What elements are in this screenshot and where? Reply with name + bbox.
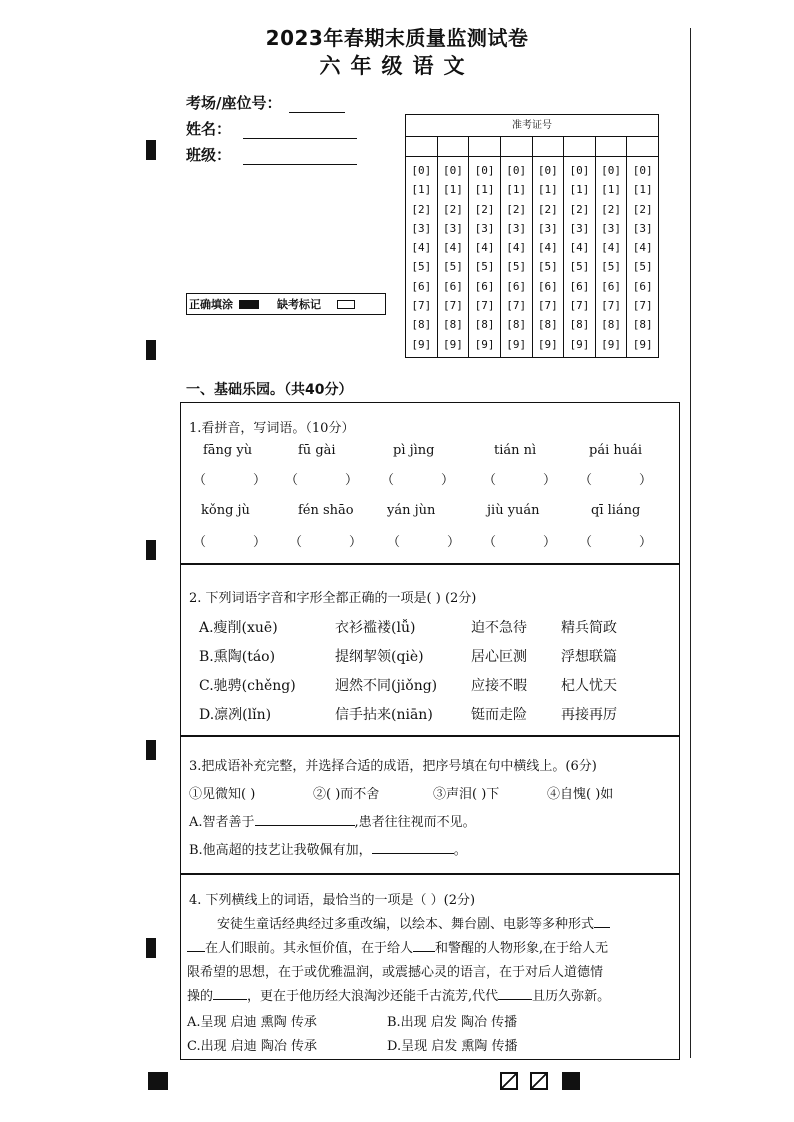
admission-digit-column (501, 157, 533, 357)
option-word: 衣衫褴褛(lǚ) (335, 620, 416, 636)
exam-subtitle: 六年级语文 (319, 54, 475, 78)
room-seat-field[interactable] (289, 97, 345, 113)
answer-blank[interactable] (213, 986, 247, 1000)
sentence-b-post: 。 (453, 843, 467, 858)
digit-bubble[interactable]: [2] (632, 202, 653, 216)
digit-bubble[interactable]: [3] (474, 221, 495, 235)
idiom-1: ①见微知( ) (189, 787, 256, 802)
digit-bubble[interactable]: [8] (537, 318, 558, 332)
write-cell[interactable] (406, 137, 438, 156)
name-row (186, 118, 357, 139)
write-cell[interactable] (564, 137, 596, 156)
digit-bubble[interactable]: [0] (443, 164, 463, 177)
question-3-box (180, 736, 680, 874)
option-word: 杞人忧天 (561, 678, 617, 694)
digit-bubble[interactable]: [0] (506, 164, 527, 177)
digit-bubble[interactable]: [5] (569, 260, 590, 274)
paren-open: （ (193, 535, 207, 550)
binding-line (690, 28, 691, 1058)
paren-open: （ (483, 535, 497, 550)
digit-bubble[interactable]: [6] (632, 279, 653, 293)
digit-bubble[interactable]: [7] (506, 299, 527, 313)
digit-bubble[interactable]: [5] (443, 260, 463, 274)
option-word: 提纲挈领(qiè) (335, 649, 424, 665)
digit-bubble[interactable]: [2] (411, 202, 432, 216)
passage-text: 且历久弥新。 (532, 989, 611, 1004)
admission-digit-column (627, 157, 658, 357)
passage-line-3: 限希望的思想，在于或优雅温润，或震撼心灵的语言，在于对后人道德情 (187, 965, 604, 980)
digit-bubble[interactable]: [1] (632, 183, 653, 197)
digit-bubble[interactable]: [6] (411, 279, 432, 293)
digit-bubble[interactable]: [9] (443, 337, 463, 351)
class-row (186, 144, 357, 165)
digit-bubble[interactable]: [7] (632, 299, 653, 313)
digit-bubble[interactable]: [0] (537, 164, 558, 177)
passage-text: 安徒生童话经典经过多重改编，以绘本、舞台剧、电影等多种形式 (217, 917, 595, 932)
absent-checkbox[interactable] (337, 300, 355, 309)
digit-bubble[interactable]: [3] (411, 221, 432, 235)
passage-line-2 (187, 937, 608, 956)
answer-blank[interactable] (255, 812, 355, 826)
passage-text: ，更在于他历经大浪淘沙还能千古流芳,代代 (247, 989, 499, 1004)
idiom-4: ④自愧( )如 (547, 787, 614, 802)
class-label: 班级： (186, 146, 232, 164)
digit-bubble[interactable]: [3] (601, 221, 621, 235)
slashed-box-icon (530, 1072, 548, 1090)
admission-digit-column (533, 157, 565, 357)
answer-blank[interactable] (372, 840, 454, 854)
option-word: 浮想联篇 (561, 649, 617, 665)
digit-bubble[interactable]: [1] (506, 183, 527, 197)
timing-mark (146, 140, 156, 160)
paren-open: （ (483, 473, 497, 488)
write-cell[interactable] (596, 137, 628, 156)
paren-close: ） (543, 535, 557, 550)
digit-bubble[interactable]: [7] (537, 299, 558, 313)
name-label: 姓名： (186, 120, 232, 138)
absent-mark-label: 缺考标记 (277, 298, 321, 311)
admission-digit-column (406, 157, 438, 357)
paren-open: （ (579, 535, 593, 550)
digit-bubble[interactable]: [4] (443, 241, 463, 255)
digit-bubble[interactable]: [6] (506, 279, 527, 293)
digit-bubble[interactable]: [8] (632, 318, 653, 332)
paren-open: （ (381, 473, 395, 488)
digit-bubble[interactable]: [0] (411, 164, 432, 177)
pinyin: fén shāo (298, 503, 354, 518)
name-field[interactable] (243, 123, 357, 139)
paren-close: ） (639, 535, 653, 550)
digit-bubble[interactable]: [9] (569, 337, 590, 351)
digit-bubble[interactable]: [4] (632, 241, 653, 255)
section-title: 一、基础乐园。（共40分） (186, 382, 353, 398)
answer-blank[interactable] (413, 938, 435, 952)
pinyin: kǒng jù (201, 503, 250, 518)
digit-bubble[interactable]: [1] (569, 183, 590, 197)
digit-bubble[interactable]: [3] (443, 221, 463, 235)
digit-bubble[interactable]: [1] (474, 183, 495, 197)
question-2-title: 2. 下列词语字音和字形全都正确的一项是( ) (2分) (189, 591, 477, 606)
paren-close: ） (447, 535, 461, 550)
sentence-b (189, 839, 467, 858)
passage-text: 操的 (187, 989, 214, 1004)
digit-bubble[interactable]: [9] (474, 337, 495, 351)
passage-text: 和警醒的人物形象,在于给人无 (435, 941, 609, 956)
exam-title: 2023年春期末质量监测试卷 (265, 26, 529, 50)
paren-close: ） (441, 473, 455, 488)
admission-number-grid (405, 114, 659, 358)
sentence-a (189, 811, 476, 830)
admission-digit-column (564, 157, 596, 357)
digit-bubble[interactable]: [1] (443, 183, 463, 197)
digit-bubble[interactable]: [9] (632, 337, 653, 351)
passage-text: 在人们眼前。其永恒价值，在于给人 (205, 941, 414, 956)
digit-bubble[interactable]: [1] (601, 183, 621, 197)
option-c[interactable]: C.出现 启迪 陶冶 传承 (187, 1039, 318, 1054)
pinyin: fū gài (298, 443, 336, 458)
paren-close: ） (639, 473, 653, 488)
digit-bubble[interactable]: [1] (537, 183, 558, 197)
digit-bubble[interactable]: [9] (411, 337, 432, 351)
digit-bubble[interactable]: [3] (632, 221, 653, 235)
timing-mark (146, 340, 156, 360)
digit-bubble[interactable]: [2] (601, 202, 621, 216)
sentence-b-pre: B.他高超的技艺让我敬佩有加， (189, 843, 372, 858)
paren-close: ） (345, 473, 359, 488)
question-2-box (180, 564, 680, 736)
digit-bubble[interactable]: [3] (506, 221, 527, 235)
digit-bubble[interactable]: [6] (569, 279, 590, 293)
passage-line-4 (187, 985, 610, 1004)
digit-bubble[interactable]: [0] (601, 164, 621, 177)
digit-bubble[interactable]: [7] (411, 299, 432, 313)
digit-bubble[interactable]: [5] (601, 260, 621, 274)
digit-bubble[interactable]: [7] (474, 299, 495, 313)
option-word: 迫不急待 (471, 620, 527, 636)
admission-digit-columns (406, 157, 658, 357)
digit-bubble[interactable]: [8] (474, 318, 495, 332)
digit-bubble[interactable]: [5] (411, 260, 432, 274)
option-label[interactable]: C.驰骋(chěng) (199, 678, 296, 694)
sentence-a-post: ,患者往往视而不见。 (354, 815, 476, 830)
option-word: 应接不暇 (471, 678, 527, 694)
admission-digit-column (469, 157, 501, 357)
digit-bubble[interactable]: [4] (411, 241, 432, 255)
paren-open: （ (193, 473, 207, 488)
write-cell[interactable] (469, 137, 501, 156)
option-word: 迥然不同(jiǒng) (335, 678, 438, 694)
option-d[interactable]: D.呈现 启发 熏陶 传播 (387, 1039, 518, 1054)
digit-bubble[interactable]: [6] (601, 279, 621, 293)
answer-blank[interactable] (498, 986, 532, 1000)
digit-bubble[interactable]: [9] (601, 337, 621, 351)
option-label[interactable]: D.凛冽(lǐn) (199, 707, 272, 723)
digit-bubble[interactable]: [4] (537, 241, 558, 255)
correct-fill-label: 正确填涂 (189, 298, 233, 311)
idiom-2: ②( )而不舍 (313, 787, 380, 802)
option-word: 信手拈来(niān) (335, 707, 433, 723)
option-b[interactable]: B.出现 启发 陶冶 传播 (387, 1015, 518, 1030)
digit-bubble[interactable]: [3] (569, 221, 590, 235)
admission-digit-column (596, 157, 628, 357)
option-word: 居心叵测 (471, 649, 527, 665)
digit-bubble[interactable]: [8] (506, 318, 527, 332)
admission-write-row (406, 137, 658, 157)
digit-bubble[interactable]: [2] (443, 202, 463, 216)
write-cell[interactable] (501, 137, 533, 156)
digit-bubble[interactable]: [9] (506, 337, 527, 351)
fill-legend (186, 293, 386, 315)
digit-bubble[interactable]: [2] (474, 202, 495, 216)
room-seat-label: 考场/座位号： (186, 94, 282, 112)
digit-bubble[interactable]: [0] (569, 164, 590, 177)
digit-bubble[interactable]: [8] (569, 318, 590, 332)
digit-bubble[interactable]: [6] (443, 279, 463, 293)
question-1-title: 1.看拼音，写词语。（10分） (189, 421, 355, 436)
question-3-title: 3.把成语补充完整，并选择合适的成语，把序号填在句中横线上。(6分) (189, 759, 597, 774)
question-1-box (180, 402, 680, 564)
timing-mark (148, 1072, 168, 1090)
digit-bubble[interactable]: [8] (443, 318, 463, 332)
digit-bubble[interactable]: [7] (569, 299, 590, 313)
pinyin: tián nì (494, 443, 537, 458)
digit-bubble[interactable]: [7] (601, 299, 621, 313)
admission-title: 准考证号 (406, 115, 658, 137)
option-word: 铤而走险 (471, 707, 527, 723)
paren-close: ） (253, 535, 267, 550)
option-word: 精兵简政 (561, 620, 617, 636)
digit-bubble[interactable]: [5] (474, 260, 495, 274)
digit-bubble[interactable]: [6] (474, 279, 495, 293)
question-4-title: 4. 下列横线上的词语，最恰当的一项是（ ）(2分) (189, 893, 476, 908)
write-cell[interactable] (438, 137, 470, 156)
digit-bubble[interactable]: [4] (474, 241, 495, 255)
digit-bubble[interactable]: [2] (569, 202, 590, 216)
pinyin: fāng yù (203, 443, 253, 458)
option-word: 再接再厉 (561, 707, 617, 723)
timing-mark (146, 740, 156, 760)
digit-bubble[interactable]: [9] (537, 337, 558, 351)
digit-bubble[interactable]: [1] (411, 183, 432, 197)
digit-bubble[interactable]: [8] (411, 318, 432, 332)
digit-bubble[interactable]: [7] (443, 299, 463, 313)
paren-open: （ (285, 473, 299, 488)
option-label[interactable]: A.瘦削(xuē) (199, 620, 278, 636)
digit-bubble[interactable]: [5] (632, 260, 653, 274)
digit-bubble[interactable]: [5] (506, 260, 527, 274)
answer-blank[interactable] (594, 914, 610, 928)
write-cell[interactable] (627, 137, 658, 156)
pinyin: pì jìng (393, 443, 435, 458)
digit-bubble[interactable]: [3] (537, 221, 558, 235)
idiom-3: ③声泪( )下 (433, 787, 500, 802)
room-seat-row (186, 92, 345, 113)
pinyin: pái huái (589, 443, 643, 458)
option-label[interactable]: B.熏陶(táo) (199, 649, 276, 665)
digit-bubble[interactable]: [8] (601, 318, 621, 332)
answer-blank[interactable] (187, 938, 205, 952)
paren-close: ） (543, 473, 557, 488)
class-field[interactable] (243, 149, 357, 165)
digit-bubble[interactable]: [0] (632, 164, 653, 177)
digit-bubble[interactable]: [5] (537, 260, 558, 274)
write-cell[interactable] (533, 137, 565, 156)
pinyin: jiù yuán (487, 503, 540, 518)
filled-box-icon (239, 300, 259, 309)
digit-bubble[interactable]: [4] (601, 241, 621, 255)
digit-bubble[interactable]: [2] (506, 202, 527, 216)
digit-bubble[interactable]: [4] (506, 241, 527, 255)
paren-open: （ (289, 535, 303, 550)
option-a[interactable]: A.呈现 启迪 熏陶 传承 (187, 1015, 317, 1030)
sentence-a-pre: A.智者善于 (189, 815, 255, 830)
paren-close: ） (349, 535, 363, 550)
paren-open: （ (387, 535, 401, 550)
passage-line-1 (217, 913, 610, 932)
admission-digit-column (438, 157, 470, 357)
slashed-box-icon (500, 1072, 518, 1090)
pinyin: yán jùn (387, 503, 436, 518)
digit-bubble[interactable]: [2] (537, 202, 558, 216)
digit-bubble[interactable]: [6] (537, 279, 558, 293)
timing-mark (146, 938, 156, 958)
digit-bubble[interactable]: [0] (474, 164, 495, 177)
paren-open: （ (579, 473, 593, 488)
pinyin: qī liáng (591, 503, 641, 518)
digit-bubble[interactable]: [4] (569, 241, 590, 255)
timing-mark (146, 540, 156, 560)
question-4-box (180, 874, 680, 1060)
filled-box-icon (562, 1072, 580, 1090)
paren-close: ） (253, 473, 267, 488)
